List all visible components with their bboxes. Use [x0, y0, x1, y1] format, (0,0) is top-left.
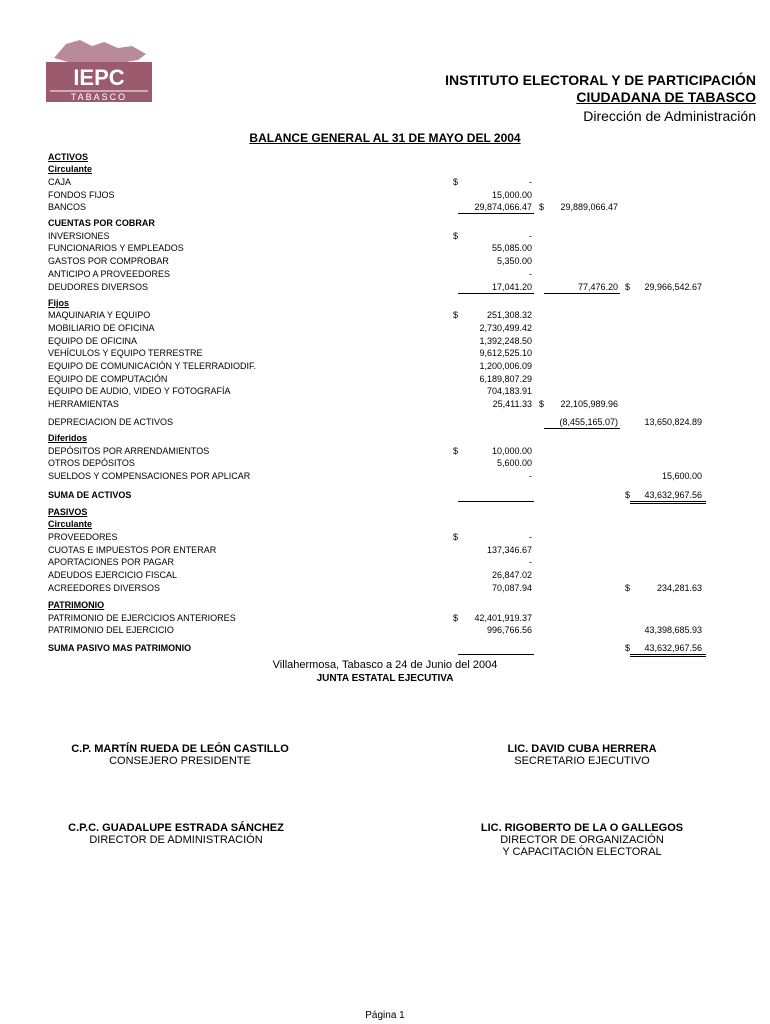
currency-sign: $: [539, 202, 545, 212]
signer-role: DIRECTOR DE ADMINISTRACIÓN: [89, 834, 263, 846]
signer-role: SECRETARIO EJECUTIVO: [514, 755, 650, 767]
amount-col-1: 5,600.00: [496, 458, 532, 468]
currency-sign: $: [453, 310, 459, 320]
table-row: [48, 202, 708, 214]
amount-col-1: -: [529, 532, 532, 542]
row-label: FONDOS FIJOS: [48, 190, 115, 200]
row-label: BANCOS: [48, 202, 87, 212]
amount-col-1: 2,730,499.42: [479, 323, 532, 333]
table-row: [48, 417, 708, 429]
row-label: EQUIPO DE OFICINA: [48, 336, 138, 346]
currency-sign: $: [625, 643, 631, 653]
table-row: [48, 361, 708, 373]
amount-col-1: 26,847.02: [491, 570, 532, 580]
amount-col-1: 17,041.20: [491, 282, 532, 292]
table-row: [48, 625, 708, 637]
table-row: [48, 243, 708, 255]
row-label: HERRAMIENTAS: [48, 399, 119, 409]
page-number: Página 1: [365, 1010, 405, 1021]
document-title: BALANCE GENERAL AL 31 DE MAYO DEL 2004: [249, 131, 521, 145]
header-line-2: CIUDADANA DE TABASCO: [576, 89, 756, 105]
row-label: ACTIVOS: [48, 152, 89, 162]
place-date: Villahermosa, Tabasco a 24 de Junio del 2004: [272, 659, 498, 671]
signer-role: DIRECTOR DE ORGANIZACIÓN: [500, 834, 664, 846]
table-row: [48, 490, 708, 502]
row-label: DEUDORES DIVERSOS: [48, 282, 149, 292]
amount-col-1: 1,200,006.09: [479, 361, 532, 371]
column-rule: [458, 213, 534, 214]
column-rule: [458, 501, 534, 502]
signer-name: C.P. MARTÍN RUEDA DE LEÓN CASTILLO: [71, 743, 289, 755]
signature-2: [432, 743, 732, 767]
table-row: [48, 583, 708, 595]
amount-col-3: 43,632,967.56: [644, 490, 702, 500]
row-label: DEPRECIACION DE ACTIVOS: [48, 417, 174, 427]
amount-col-3: 234,281.63: [656, 583, 702, 593]
table-row: [48, 323, 708, 335]
row-label: Fijos: [48, 298, 70, 308]
row-label: PATRIMONIO DEL EJERCICIO: [48, 625, 174, 635]
amount-col-1: -: [529, 557, 532, 567]
signer-role-line-2: Y CAPACITACIÓN ELECTORAL: [502, 846, 662, 858]
amount-col-3: 43,632,967.56: [644, 643, 702, 653]
row-label: MAQUINARIA Y EQUIPO: [48, 310, 151, 320]
amount-col-2: 77,476.20: [577, 282, 618, 292]
signer-name: LIC. DAVID CUBA HERRERA: [507, 743, 657, 755]
row-label: MOBILIARIO DE OFICINA: [48, 323, 155, 333]
amount-col-1: 10,000.00: [491, 446, 532, 456]
double-rule: [630, 501, 706, 504]
table-row: [48, 471, 708, 483]
row-label: APORTACIONES POR PAGAR: [48, 557, 175, 567]
table-row: [48, 282, 708, 294]
amount-col-2: (8,455,165.07): [559, 417, 618, 427]
amount-col-1: 704,183.91: [486, 386, 532, 396]
amount-col-1: 70,087.94: [491, 583, 532, 593]
table-row: [48, 348, 708, 360]
table-row: [48, 269, 708, 281]
table-row: [48, 336, 708, 348]
column-rule: [458, 293, 534, 294]
currency-sign: $: [539, 399, 545, 409]
signature-3: [16, 822, 336, 846]
row-label: DEPÓSITOS POR ARRENDAMIENTOS: [48, 446, 210, 456]
table-row: [48, 218, 708, 230]
currency-sign: $: [453, 532, 459, 542]
row-label: PROVEEDORES: [48, 532, 118, 542]
row-label: VEHÍCULOS Y EQUIPO TERRESTRE: [48, 348, 203, 358]
table-row: [48, 545, 708, 557]
board-name: JUNTA ESTATAL EJECUTIVA: [316, 673, 454, 684]
table-row: [48, 458, 708, 470]
row-label: FUNCIONARIOS Y EMPLEADOS: [48, 243, 184, 253]
currency-sign: $: [625, 490, 631, 500]
amount-col-3: 29,966,542.67: [644, 282, 702, 292]
table-row: [48, 386, 708, 398]
logo-text: IEPC: [73, 65, 125, 90]
signer-name: C.P.C. GUADALUPE ESTRADA SÁNCHEZ: [68, 822, 284, 834]
row-label: PATRIMONIO DE EJERCICIOS ANTERIORES: [48, 613, 236, 623]
table-row: [48, 374, 708, 386]
amount-col-1: -: [529, 269, 532, 279]
row-label: Circulante: [48, 164, 93, 174]
table-row: [48, 519, 708, 531]
signature-1: [30, 743, 330, 767]
row-label: PATRIMONIO: [48, 600, 105, 610]
table-row: [48, 152, 708, 164]
column-rule: [458, 654, 534, 655]
amount-col-3: 15,600.00: [661, 471, 702, 481]
table-row: [48, 298, 708, 310]
amount-col-1: 15,000.00: [491, 190, 532, 200]
table-row: [48, 557, 708, 569]
amount-col-2: 29,889,066.47: [560, 202, 618, 212]
double-rule: [630, 654, 706, 657]
row-label: EQUIPO DE AUDIO, VIDEO Y FOTOGRAFÍA: [48, 386, 231, 396]
amount-col-1: 55,085.00: [491, 243, 532, 253]
table-row: [48, 231, 708, 243]
row-label: CUENTAS POR COBRAR: [48, 218, 155, 228]
row-label: Diferidos: [48, 433, 88, 443]
row-label: CAJA: [48, 177, 72, 187]
header-line-3: Dirección de Administración: [583, 108, 756, 124]
logo-subtext: TABASCO: [70, 92, 128, 102]
row-label: ACREEDORES DIVERSOS: [48, 583, 161, 593]
table-row: [48, 507, 708, 519]
amount-col-1: 6,189,807.29: [479, 374, 532, 384]
amount-col-1: 42,401,919.37: [474, 613, 532, 623]
amount-col-2: 22,105,989.96: [560, 399, 618, 409]
table-row: [48, 256, 708, 268]
table-row: [48, 600, 708, 612]
header-line-1: INSTITUTO ELECTORAL Y DE PARTICIPACIÓN: [445, 72, 756, 88]
row-label: EQUIPO DE COMPUTACIÓN: [48, 374, 168, 384]
currency-sign: $: [625, 282, 631, 292]
table-row: [48, 643, 708, 655]
table-row: [48, 532, 708, 544]
row-label: PASIVOS: [48, 507, 88, 517]
amount-col-3: 43,398,685.93: [644, 625, 702, 635]
signer-name: LIC. RIGOBERTO DE LA O GALLEGOS: [480, 822, 684, 834]
column-rule: [544, 428, 620, 429]
row-label: INVERSIONES: [48, 231, 110, 241]
amount-col-3: 13,650,824.89: [644, 417, 702, 427]
amount-col-1: 251,308.32: [486, 310, 532, 320]
row-label: OTROS DEPÓSITOS: [48, 458, 135, 468]
row-label: SUMA DE ACTIVOS: [48, 490, 132, 500]
signature-4: [432, 822, 732, 858]
row-label: ANTICIPO A PROVEEDORES: [48, 269, 171, 279]
table-row: [48, 613, 708, 625]
table-row: [48, 570, 708, 582]
currency-sign: $: [453, 613, 459, 623]
currency-sign: $: [625, 583, 631, 593]
column-rule: [544, 293, 620, 294]
table-row: [48, 310, 708, 322]
currency-sign: $: [453, 446, 459, 456]
currency-sign: $: [453, 231, 459, 241]
amount-col-1: 5,350.00: [496, 256, 532, 266]
iepc-logo: [46, 38, 152, 102]
table-row: [48, 399, 708, 411]
table-row: [48, 177, 708, 189]
amount-col-1: -: [529, 471, 532, 481]
signer-role: CONSEJERO PRESIDENTE: [109, 755, 251, 767]
row-label: SUMA PASIVO MAS PATRIMONIO: [48, 643, 192, 653]
row-label: Circulante: [48, 519, 93, 529]
amount-col-1: 25,411.33: [492, 399, 532, 409]
table-row: [48, 190, 708, 202]
amount-col-1: 996,766.56: [486, 625, 532, 635]
amount-col-1: 9,612,525.10: [479, 348, 532, 358]
row-label: ADEUDOS EJERCICIO FISCAL: [48, 570, 178, 580]
row-label: CUOTAS E IMPUESTOS POR ENTERAR: [48, 545, 217, 555]
row-label: EQUIPO DE COMUNICACIÓN Y TELERRADIODIF.: [48, 361, 257, 371]
table-row: [48, 164, 708, 176]
amount-col-1: 1,392,248.50: [479, 336, 532, 346]
amount-col-1: 137,346.67: [486, 545, 532, 555]
table-row: [48, 446, 708, 458]
amount-col-1: -: [529, 177, 532, 187]
currency-sign: $: [453, 177, 459, 187]
amount-col-1: -: [529, 231, 532, 241]
amount-col-1: 29,874,066.47: [474, 202, 532, 212]
row-label: SUELDOS Y COMPENSACIONES POR APLICAR: [48, 471, 251, 481]
table-row: [48, 433, 708, 445]
row-label: GASTOS POR COMPROBAR: [48, 256, 169, 266]
